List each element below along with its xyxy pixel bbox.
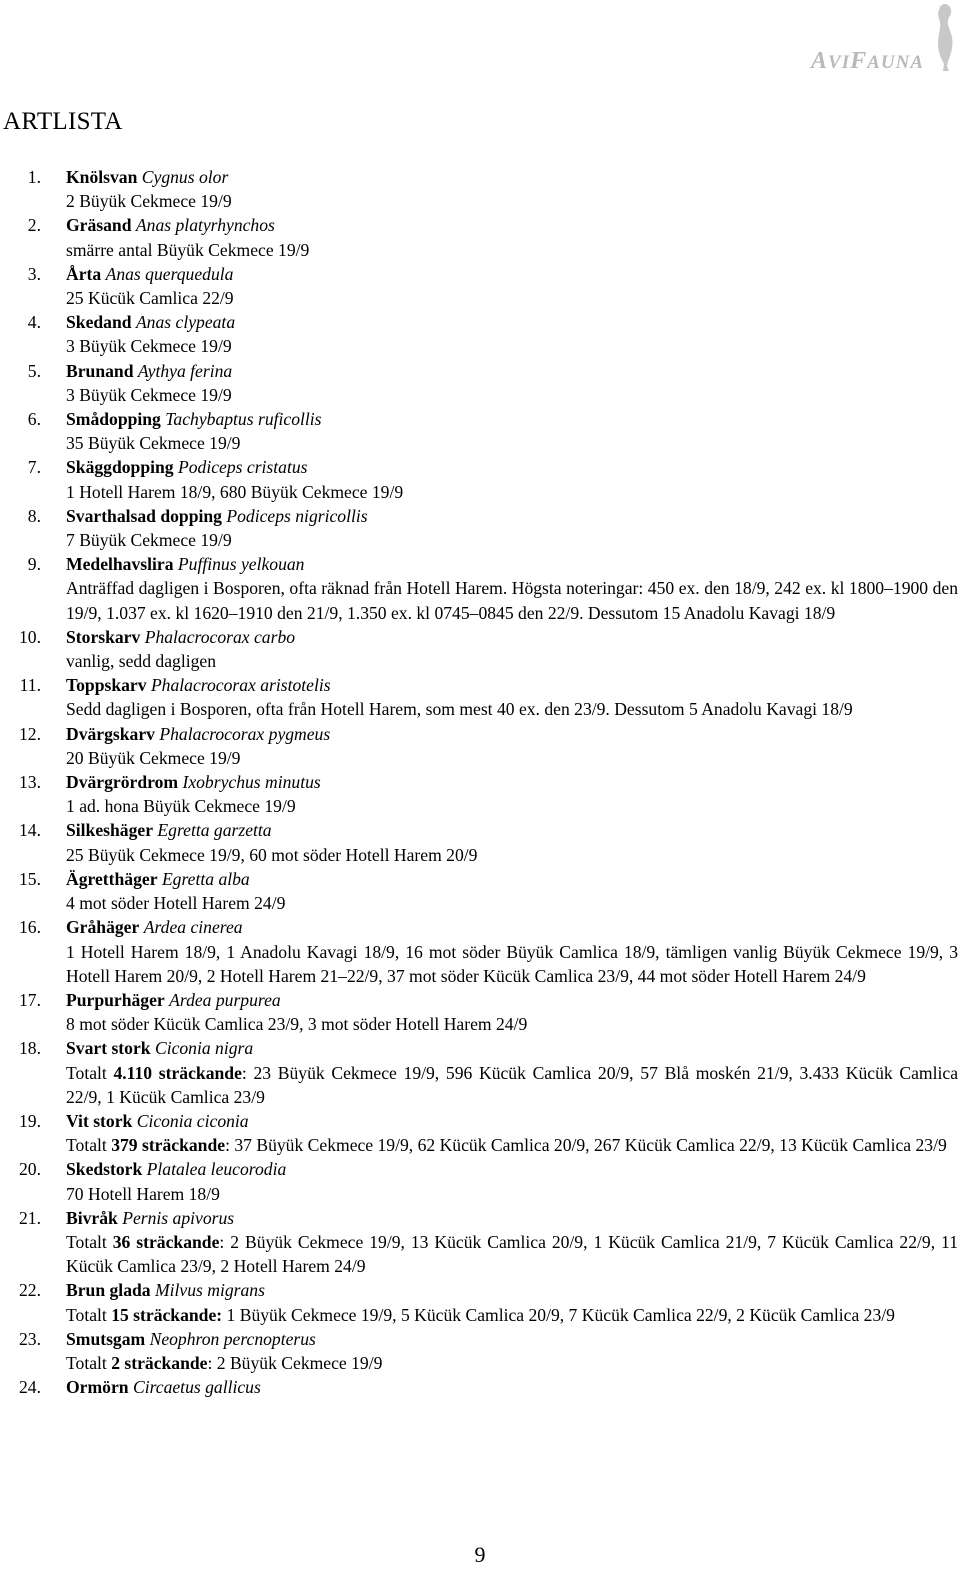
observation-text: smärre antal Büyük Cekmece 19/9 [66, 239, 310, 260]
latin-name: Pernis apivorus [122, 1207, 235, 1228]
common-name: Svart stork [66, 1038, 151, 1059]
observation-details: : 37 Büyük Cekmece 19/9, 62 Kücük Camlica 20/9, 267 Kücük Camlica 22/9, 13 Kücük Camlica 23/9 [225, 1135, 947, 1156]
species-name [66, 165, 958, 189]
list-item [0, 988, 958, 1036]
item-number: 10. [19, 626, 41, 647]
observation-details: : 23 Büyük Cekmece 19/9, 596 Kücük Camlica 20/9, 57 Blå moskén 21/9, 3.433 Kücük Camlica 22/9, 1 Kücük Camlica 23/9 [66, 1062, 958, 1107]
common-name: Bivråk [66, 1207, 118, 1228]
list-item [0, 310, 958, 358]
species-name [66, 359, 958, 383]
common-name: Knölsvan [66, 167, 138, 187]
species-name [66, 213, 958, 237]
observation-text: 25 Büyük Cekmece 19/9, 60 mot söder Hotell Harem 20/9 [66, 844, 478, 865]
item-number: 14. [19, 820, 41, 841]
latin-name: Egretta garzetta [157, 820, 272, 841]
common-name: Årta [66, 263, 102, 284]
common-name: Smutsgam [66, 1328, 146, 1349]
observation-prefix: Totalt [66, 1062, 114, 1083]
observation-text [66, 1061, 958, 1109]
latin-name: Aythya ferina [137, 360, 233, 381]
observation-text: 35 Büyük Cekmece 19/9 [66, 433, 241, 454]
item-number: 2. [27, 215, 41, 236]
list-item [0, 673, 958, 721]
latin-name: Egretta alba [161, 868, 250, 889]
page-title: ARTLISTA [3, 108, 123, 135]
latin-name: Anas platyrhynchos [135, 215, 275, 236]
common-name: Brun glada [66, 1280, 151, 1301]
species-name [66, 915, 958, 939]
item-number: 22. [19, 1280, 41, 1301]
latin-name: Circaetus gallicus [132, 1377, 261, 1398]
list-item [0, 213, 958, 261]
species-name [66, 988, 958, 1012]
observation-total: 15 sträckande: [111, 1304, 223, 1325]
observation-text: 3 Büyük Cekmece 19/9 [66, 384, 232, 405]
latin-name: Podiceps nigricollis [226, 505, 368, 526]
common-name: Smådopping [66, 409, 161, 430]
latin-name: Anas querquedula [105, 263, 234, 284]
common-name: Skedand [66, 312, 132, 333]
logo-text: AVIFAUNA [811, 48, 924, 74]
observation-prefix: Totalt [66, 1304, 112, 1325]
observation-text: 1 Hotell Harem 18/9, 1 Anadolu Kavagi 18/9, 16 mot söder Büyük Camlica 18/9, tämligen vanlig Büyük Cekmece 19/9, 3 Hotell Harem 20/9, 2 Hotell Harem 21–22/9, 37 mot söder Kücük Camlica 23/9, 44 mot söder Hotell Harem 24/9 [66, 941, 958, 986]
list-item [0, 504, 958, 552]
latin-name: Podiceps cristatus [178, 457, 308, 478]
item-number: 4. [27, 312, 41, 333]
observation-text: 1 ad. hona Büyük Cekmece 19/9 [66, 796, 296, 817]
common-name: Skäggdopping [66, 457, 174, 478]
latin-name: Ardea purpurea [169, 989, 281, 1010]
list-item [0, 867, 958, 915]
species-name [66, 625, 958, 649]
observation-details: 1 Büyük Cekmece 19/9, 5 Kücük Camlica 20/9, 7 Kücük Camlica 22/9, 2 Kücük Camlica 23/9 [222, 1304, 895, 1325]
item-number: 7. [27, 457, 41, 478]
species-name [66, 1036, 958, 1060]
species-name [66, 1375, 958, 1399]
latin-name: Puffinus yelkouan [177, 554, 305, 575]
item-number: 15. [19, 868, 41, 889]
observation-text: 8 mot söder Kücük Camlica 23/9, 3 mot söder Hotell Harem 24/9 [66, 1014, 528, 1035]
species-name [66, 1206, 958, 1230]
latin-name: Tachybaptus ruficollis [165, 409, 322, 430]
latin-name: Phalacrocorax aristotelis [150, 675, 331, 696]
item-number: 16. [19, 917, 41, 938]
species-name [66, 818, 958, 842]
observation-text [66, 1303, 958, 1327]
observation-text: 1 Hotell Harem 18/9, 680 Büyük Cekmece 19/9 [66, 481, 404, 502]
common-name: Silkeshäger [66, 820, 153, 841]
item-number: 23. [19, 1328, 41, 1349]
observation-total: 2 sträckande [111, 1352, 208, 1373]
observation-prefix: Totalt [66, 1352, 112, 1373]
list-item [0, 1278, 958, 1326]
item-number: 12. [19, 723, 41, 744]
common-name: Medelhavslira [66, 554, 174, 575]
list-item [0, 1327, 958, 1375]
item-number: 20. [19, 1159, 41, 1180]
item-number: 18. [19, 1038, 41, 1059]
common-name: Ägretthäger [66, 868, 158, 889]
common-name: Ormörn [66, 1377, 129, 1398]
observation-text: 70 Hotell Harem 18/9 [66, 1183, 220, 1204]
latin-name: Phalacrocorax pygmeus [159, 723, 331, 744]
observation-text: vanlig, sedd dagligen [66, 651, 217, 672]
list-item [0, 1036, 958, 1109]
latin-name: Phalacrocorax carbo [144, 626, 296, 647]
observation-details: : 2 Büyük Cekmece 19/9, 13 Kücük Camlica 20/9, 1 Kücük Camlica 21/9, 7 Kücük Camlica 22/9, 11 Kücük Camlica 23/9, 2 Hotell Harem 24/9 [66, 1231, 958, 1277]
observation-total: 379 sträckande [111, 1135, 226, 1156]
latin-name: Anas clypeata [135, 312, 236, 333]
list-item [0, 1375, 958, 1399]
observation-text: Anträffad dagligen i Bosporen, ofta räknad från Hotell Harem. Högsta noteringar: 450 ex. den 18/9, 242 ex. kl 1800–1900 den 19/9, 1.037 ex. kl 1620–1910 den 21/9, 1.350 ex. kl 0745–0845 den 22/9. Dessutom 15 Anadolu Kavagi 18/9 [66, 578, 958, 623]
common-name: Gräsand [66, 215, 132, 236]
observation-total: 4.110 sträckande [113, 1062, 242, 1083]
list-item [0, 407, 958, 455]
observation-prefix: Totalt [66, 1135, 112, 1156]
species-name [66, 407, 958, 431]
observation-text: 25 Kücük Camlica 22/9 [66, 288, 234, 309]
list-item [0, 722, 958, 770]
species-name [66, 310, 958, 334]
species-name [66, 673, 958, 697]
species-name [66, 867, 958, 891]
observation-prefix: Totalt [66, 1231, 113, 1252]
item-number: 17. [19, 989, 41, 1010]
list-item [0, 1109, 958, 1157]
latin-name: Ardea cinerea [143, 917, 243, 938]
species-name [66, 1157, 958, 1181]
species-name [66, 504, 958, 528]
common-name: Vit stork [66, 1110, 133, 1131]
list-item [0, 262, 958, 310]
species-name [66, 1109, 958, 1133]
common-name: Skedstork [66, 1159, 143, 1180]
species-name [66, 1327, 958, 1351]
item-number: 24. [19, 1377, 41, 1398]
latin-name: Cygnus olor [141, 167, 229, 187]
observation-text: 2 Büyük Cekmece 19/9 [66, 191, 232, 212]
common-name: Purpurhäger [66, 989, 165, 1010]
observation-text [66, 1133, 958, 1157]
list-item [0, 915, 958, 988]
item-number: 9. [27, 554, 41, 575]
observation-text: Sedd dagligen i Bosporen, ofta från Hotell Harem, som mest 40 ex. den 23/9. Dessutom 5 Anadolu Kavagi 18/9 [66, 699, 853, 720]
latin-name: Ciconia ciconia [136, 1110, 249, 1131]
observation-text: 3 Büyük Cekmece 19/9 [66, 336, 232, 357]
common-name: Storskarv [66, 626, 141, 647]
latin-name: Ixobrychus minutus [182, 772, 321, 793]
observation-text: 4 mot söder Hotell Harem 24/9 [66, 893, 286, 914]
latin-name: Platalea leucorodia [146, 1159, 287, 1180]
list-item [0, 1157, 958, 1205]
item-number: 21. [19, 1207, 41, 1228]
species-name [66, 1278, 958, 1302]
species-name [66, 770, 958, 794]
list-item [0, 455, 958, 503]
page-number: 9 [474, 1542, 486, 1567]
common-name: Gråhäger [66, 917, 140, 938]
list-item [0, 770, 958, 818]
bird-silhouette-icon [930, 2, 958, 72]
item-number: 3. [27, 263, 41, 284]
item-number: 6. [27, 409, 41, 430]
list-item [0, 359, 958, 407]
observation-text [66, 1230, 958, 1278]
common-name: Svarthalsad dopping [66, 505, 222, 526]
common-name: Dvärgskarv [66, 723, 155, 744]
item-number: 5. [27, 360, 41, 381]
latin-name: Neophron percnopterus [149, 1328, 316, 1349]
common-name: Brunand [66, 360, 134, 381]
species-name [66, 455, 958, 479]
avifauna-logo [770, 0, 960, 80]
observation-text: 7 Büyük Cekmece 19/9 [66, 530, 232, 551]
observation-details: : 2 Büyük Cekmece 19/9 [207, 1352, 383, 1373]
latin-name: Milvus migrans [154, 1280, 265, 1301]
observation-text: 20 Büyük Cekmece 19/9 [66, 747, 241, 768]
item-number: 1. [27, 167, 41, 187]
list-item [0, 818, 958, 866]
latin-name: Ciconia nigra [154, 1038, 254, 1059]
common-name: Dvärgrördrom [66, 772, 179, 793]
item-number: 19. [19, 1110, 41, 1131]
species-name [66, 552, 958, 576]
item-number: 13. [19, 772, 41, 793]
list-item [0, 625, 958, 673]
list-item [0, 552, 958, 625]
item-number: 8. [27, 505, 41, 526]
item-number: 11. [19, 675, 41, 696]
list-item [0, 165, 958, 213]
observation-total: 36 sträckande [112, 1231, 220, 1252]
observation-text [66, 1351, 958, 1375]
species-name [66, 262, 958, 286]
species-list [0, 165, 958, 1399]
list-item [0, 1206, 958, 1279]
common-name: Toppskarv [66, 675, 147, 696]
species-name [66, 722, 958, 746]
